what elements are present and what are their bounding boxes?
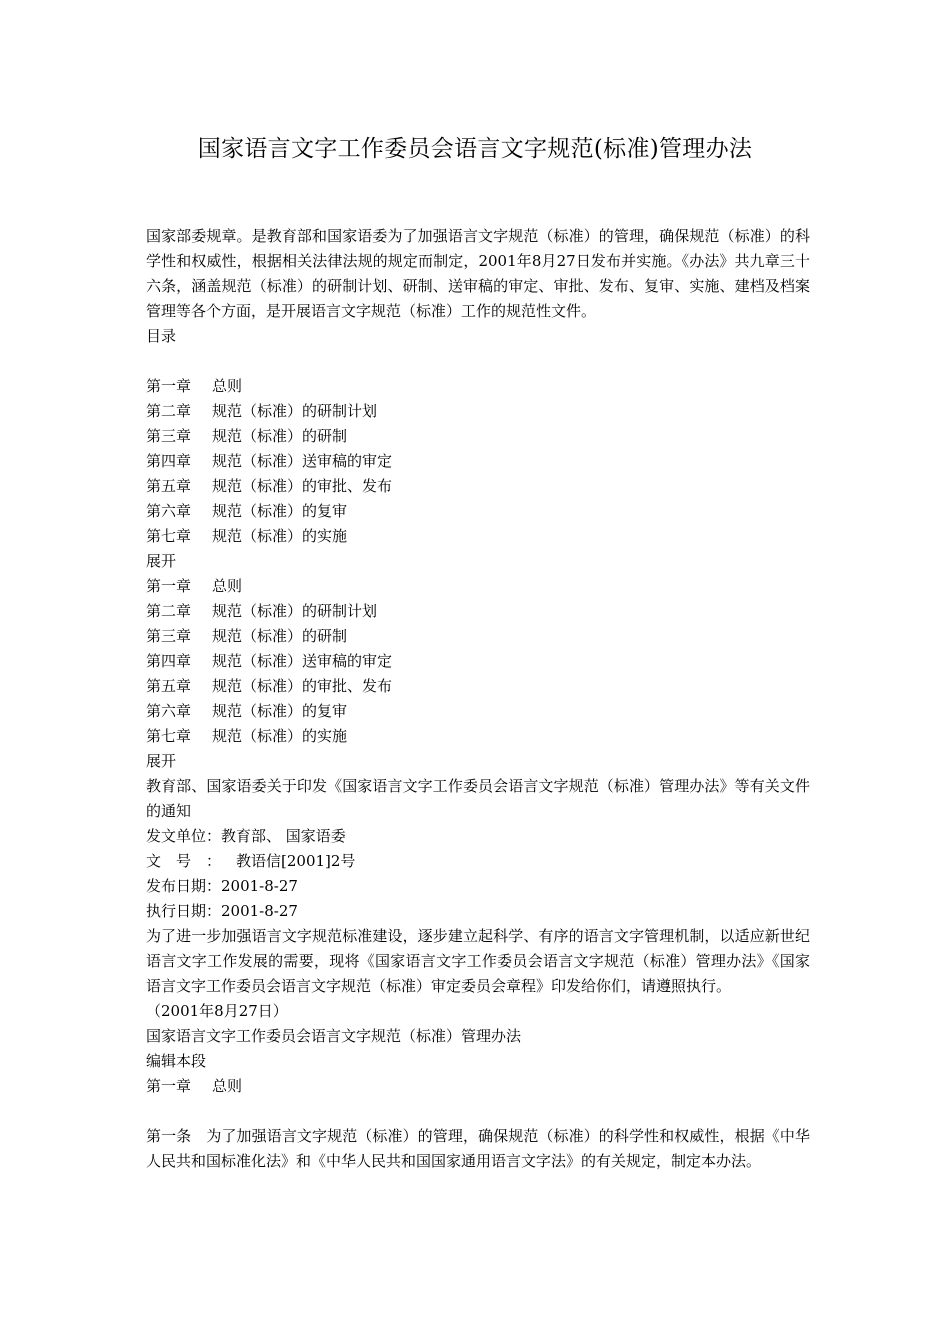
toc-item[interactable]: 第三章 规范（标准）的研制: [146, 627, 348, 645]
document-body: [146, 224, 810, 1174]
spacer: [146, 349, 810, 374]
toc-item[interactable]: 第七章 规范（标准）的实施: [146, 727, 348, 745]
chapter-heading: 第一章 总则: [146, 1077, 243, 1095]
document-number-label: 文号：: [146, 852, 237, 870]
expand-link[interactable]: 展开: [146, 552, 177, 570]
toc-list-2: [146, 574, 810, 749]
notice-body: 为了进一步加强语言文字规范标准建设，逐步建立起科学、有序的语言文字管理机制，以适应新世纪语言文字工作发展的需要，现将《国家语言文字工作委员会语言文字规范（标准）管理办法》《国家语言文字工作委员会语言文字规范（标准）审定委员会章程》印发给你们，请遵照执行。: [146, 927, 810, 995]
toc-item[interactable]: 第七章 规范（标准）的实施: [146, 527, 348, 545]
toc-item[interactable]: 第二章 规范（标准）的研制计划: [146, 402, 378, 420]
issuer: 发文单位：教育部、 国家语委: [146, 827, 346, 845]
toc-item[interactable]: 第六章 规范（标准）的复审: [146, 702, 348, 720]
edit-section-link[interactable]: 编辑本段: [146, 1052, 207, 1070]
intro-paragraph: 国家部委规章。是教育部和国家语委为了加强语言文字规范（标准）的管理，确保规范（标准）的科学性和权威性，根据相关法律法规的规定而制定，2001年8月27日发布并实施。《办法》共九章三十六条，涵盖规范（标准）的研制计划、研制、送审稿的审定、审批、发布、复审、实施、建档及档案管理等各个方面，是开展语言文字规范（标准）工作的规范性文件。: [146, 227, 810, 320]
toc-item[interactable]: 第二章 规范（标准）的研制计划: [146, 602, 378, 620]
document-number: [146, 849, 810, 874]
toc-heading: 目录: [146, 327, 177, 345]
expand-link[interactable]: 展开: [146, 752, 177, 770]
toc-item[interactable]: 第五章 规范（标准）的审批、发布: [146, 677, 393, 695]
toc-item[interactable]: 第一章 总则: [146, 577, 243, 595]
article-1: 第一条 为了加强语言文字规范（标准）的管理，确保规范（标准）的科学性和权威性，根据《中华人民共和国标准化法》和《中华人民共和国国家通用语言文字法》的有关规定，制定本办法。: [146, 1127, 810, 1170]
toc-item[interactable]: 第四章 规范（标准）送审稿的审定: [146, 452, 393, 470]
document-number-value: 教语信[2001]2号: [236, 852, 356, 870]
toc-item[interactable]: 第六章 规范（标准）的复审: [146, 502, 348, 520]
toc-item[interactable]: 第四章 规范（标准）送审稿的审定: [146, 652, 393, 670]
spacer: [146, 1099, 810, 1124]
toc-item[interactable]: 第一章 总则: [146, 377, 243, 395]
page-title: 国家语言文字工作委员会语言文字规范(标准)管理办法: [197, 136, 753, 162]
notice-date: （2001年8月27日）: [146, 1002, 288, 1020]
toc-item[interactable]: 第五章 规范（标准）的审批、发布: [146, 477, 393, 495]
document-title: 国家语言文字工作委员会语言文字规范（标准）管理办法: [146, 1027, 522, 1045]
publish-date: 发布日期：2001-8-27: [146, 877, 298, 895]
toc-list-1: [146, 374, 810, 549]
notice-title: 教育部、国家语委关于印发《国家语言文字工作委员会语言文字规范（标准）管理办法》等有关文件的通知: [146, 777, 810, 820]
toc-item[interactable]: 第三章 规范（标准）的研制: [146, 427, 348, 445]
effective-date: 执行日期：2001-8-27: [146, 902, 298, 920]
